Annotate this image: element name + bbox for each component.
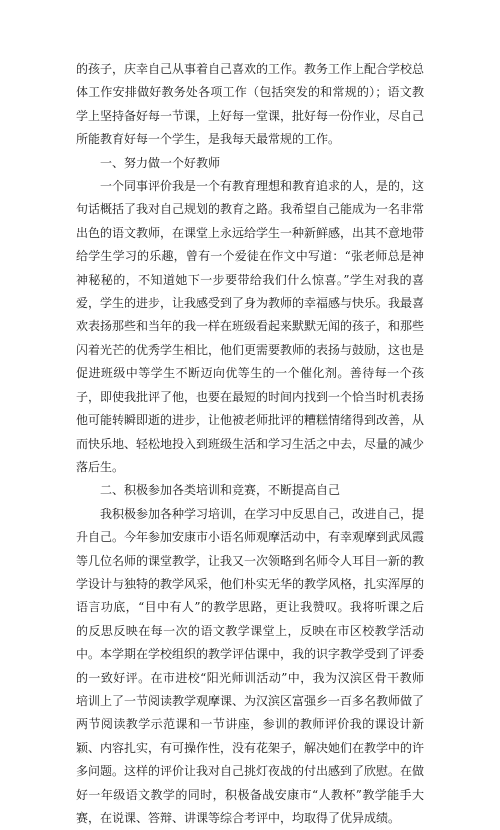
document-body (76, 58, 424, 830)
paragraph-good-teacher: 一个同事评价我是一个有教育理想和教育追求的人，是的，这句话概括了我对自己规划的教育之路。我希望自己能成为一名非常出色的语文教师，在课堂上永远给学生一种新鲜感，出其不意地带给学生学习的乐趣，曾有一个爱徒在作文中写道：“张老师总是神神秘秘的，不知道她下一步要带给我们什么惊喜。”学生对我的喜爱，学生的进步，让我感受到了身为教师的幸福感与快乐。我最喜欢表扬那些和当年的我一样在班级看起来默默无闻的孩子，和那些闪着光芒的优秀学生相比，他们更需要教师的表扬与鼓励，这也是促进班级中等学生不断迈向优等生的一个催化剂。善待每一个孩子，即使我批评了他，也要在最短的时间内找到一个恰当时机表扬他可能转瞬即逝的进步，让他被老师批评的糟糕情绪得到改善，从而快乐地、轻松地投入到班级生活和学习生活之中去，尽量的减少落后生。 (76, 179, 425, 474)
paragraph-training: 我积极参加各种学习培训，在学习中反思自己，改进自己，提升自己。今年参加安康市小语名师观摩活动中，有幸观摩到武凤霞等几位名师的课堂教学，让我又一次领略到名师令人耳目一新的教学设计与独特的教学风采，他们朴实无华的教学风格，扎实浑厚的语言功底，“目中有人”的教学思路，更让我赞叹。我将听课之后的反思反映在每一次的语文教学课堂上，反映在市区校教学活动中。本学期在学校组织的教学评估课中，我的识字教学受到了评委的一致好评。在市进校“阳光师训活动”中，我为汉滨区骨干教师培训上了一节阅读教学观摩课、为汉滨区富强乡一百多名教师做了两节阅读教学示范课和一节讲座，参训的教师评价我的课设计新颖、内容扎实，有可操作性，没有花架子，解决她们在教学中的许多问题。这样的评价让我对自己挑灯夜战的付出感到了欣慰。在做好一年级语文教学的同时，积极备战安康市“人教杯”教学能手大赛，在说课、答辩、讲课等综合考评中，均取得了优异成绩。 (76, 506, 425, 825)
paragraph-continuation: 的孩子，庆幸自己从事着自己喜欢的工作。教务工作上配合学校总体工作安排做好教务处各项工作（包括突发的和常规的）；语文教学上坚持备好每一节课，上好每一堂课，批好每一份作业，尽自己所能教育好每一个学生，是我每天最常规的工作。 (76, 62, 425, 147)
section-heading-1: 一、努力做一个好教师 (100, 155, 221, 170)
section-heading-2: 二、积极参加各类培训和竞赛，不断提高自己 (100, 483, 341, 498)
